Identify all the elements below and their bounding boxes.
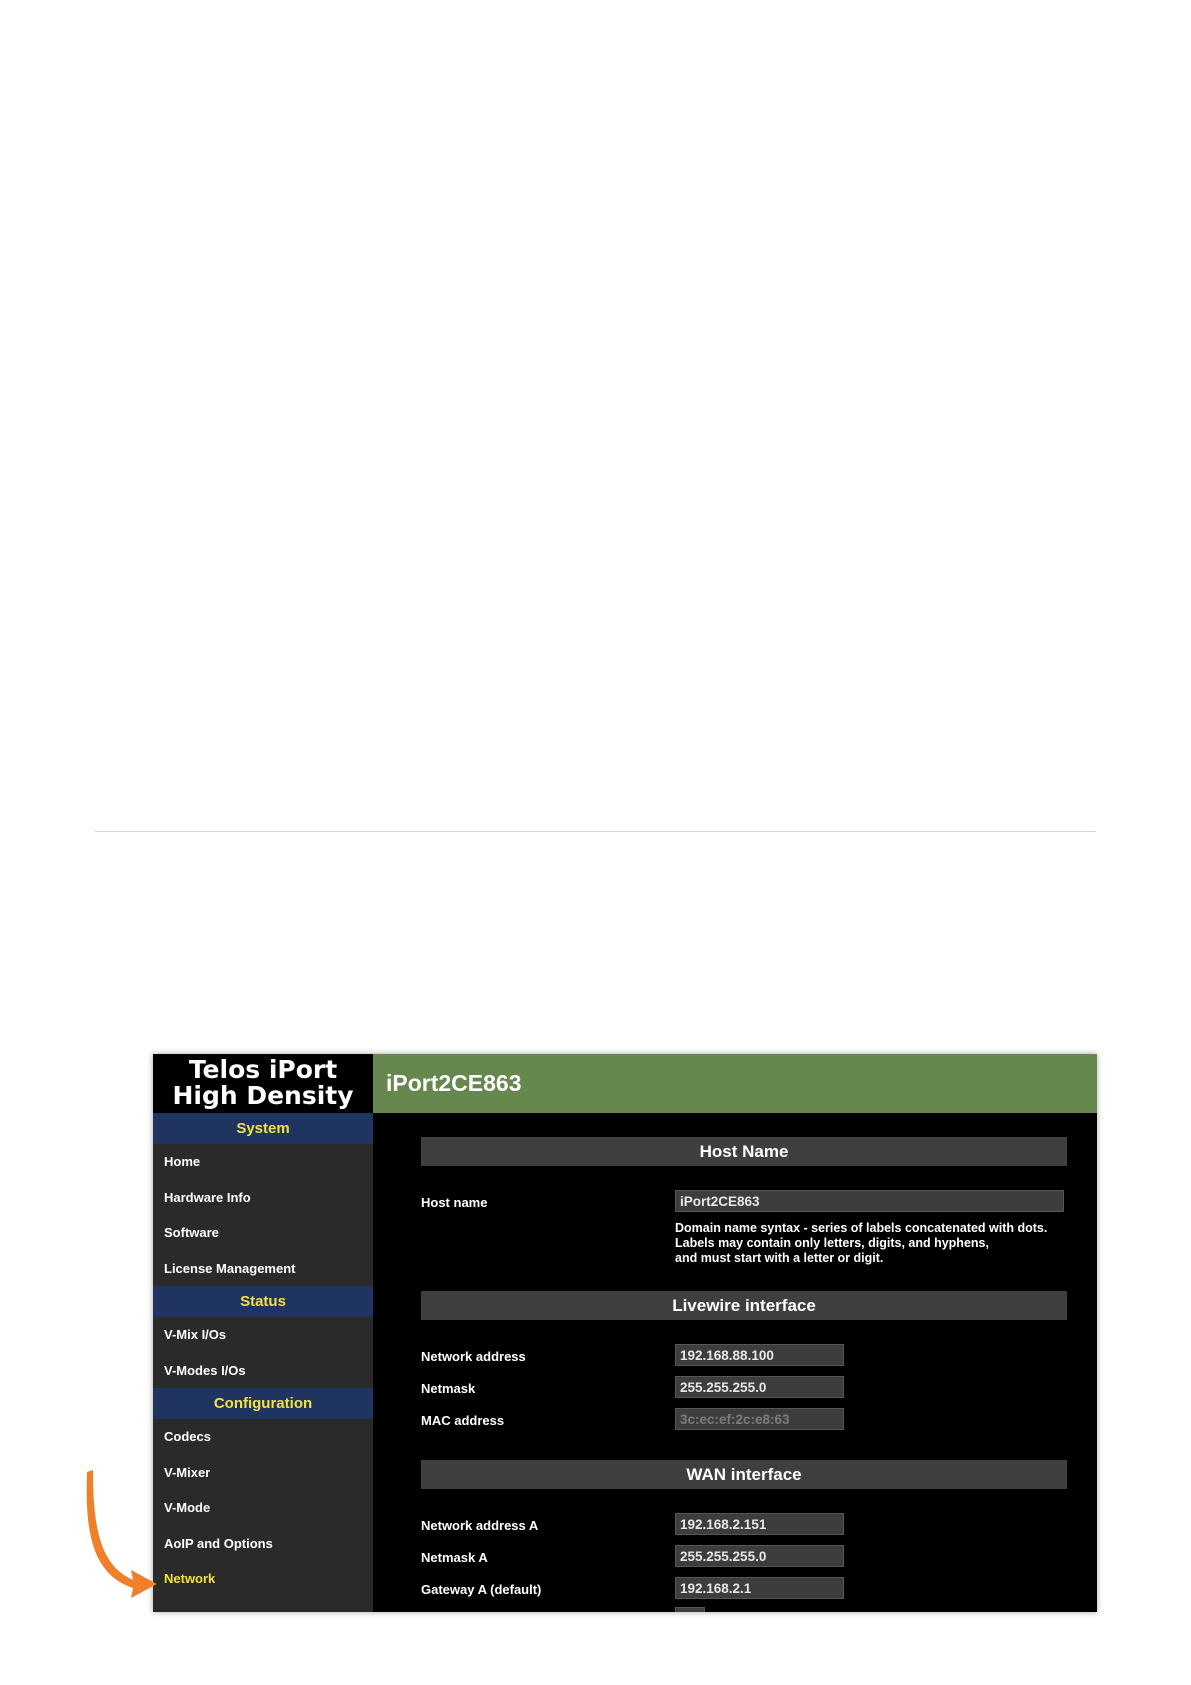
wan-gateway-label: Gateway A (default)	[421, 1582, 542, 1597]
logo-line-1: Telos iPort	[188, 1055, 338, 1084]
device-title: iPort2CE863	[373, 1054, 1097, 1113]
livewire-network-address-input[interactable]: 192.168.88.100	[675, 1344, 844, 1366]
help-line-3: and must start with a letter or digit.	[675, 1251, 884, 1265]
sidebar-item-codecs[interactable]: Codecs	[164, 1429, 211, 1444]
sidebar-item-v-mix-ios[interactable]: V-Mix I/Os	[164, 1327, 227, 1342]
wan-network-address-input[interactable]: 192.168.2.151	[675, 1513, 844, 1535]
help-line-1: Domain name syntax - series of labels concatenated with dots.	[675, 1221, 1048, 1235]
iport-web-ui-screenshot	[153, 1054, 1097, 1612]
wan-interface-header: WAN interface	[421, 1460, 1067, 1489]
host-name-label: Host name	[421, 1195, 488, 1210]
host-name-header: Host Name	[421, 1137, 1067, 1166]
network-settings-panel	[373, 1113, 1097, 1612]
sidebar-item-home[interactable]: Home	[164, 1154, 201, 1169]
sidebar-item-v-modes-ios[interactable]: V-Modes I/Os	[164, 1362, 246, 1378]
sidebar-section-configuration: Configuration	[153, 1388, 373, 1419]
sidebar-item-software[interactable]: Software	[164, 1225, 219, 1240]
help-line-2: Labels may contain only letters, digits, and hyphens,	[675, 1236, 989, 1250]
sidebar-item-hardware-info[interactable]: Hardware Info	[164, 1189, 251, 1205]
wan-network-address-label: Network address A	[421, 1518, 539, 1533]
page-divider	[95, 831, 1096, 832]
sidebar-item-v-mixer[interactable]: V-Mixer	[164, 1464, 211, 1480]
sidebar-section-system: System	[153, 1113, 373, 1144]
mac-address-label: MAC address	[421, 1413, 505, 1428]
sidebar-section-status: Status	[153, 1286, 373, 1317]
wan-gateway-input[interactable]: 192.168.2.1	[675, 1577, 844, 1599]
sidebar-item-v-mode[interactable]: V-Mode	[164, 1500, 211, 1515]
livewire-network-address-label: Network address	[421, 1349, 526, 1364]
livewire-interface-header: Livewire interface	[421, 1291, 1067, 1320]
logo-line-2: High Density	[172, 1081, 354, 1110]
sidebar-item-aoip-and-options[interactable]: AoIP and Options	[164, 1535, 273, 1551]
livewire-netmask-label: Netmask	[421, 1381, 476, 1396]
sidebar	[153, 1113, 373, 1612]
sidebar-item-network[interactable]: Network	[164, 1571, 216, 1586]
host-name-input[interactable]: iPort2CE863	[675, 1190, 1064, 1212]
pointer-arrow-icon	[85, 1470, 165, 1600]
wan-netmask-input[interactable]: 255.255.255.0	[675, 1545, 844, 1567]
partially-visible-field[interactable]	[675, 1607, 705, 1612]
mac-address-field: 3c:ec:ef:2c:e8:63	[675, 1408, 844, 1430]
telos-logo	[153, 1054, 373, 1113]
livewire-netmask-input[interactable]: 255.255.255.0	[675, 1376, 844, 1398]
sidebar-item-license-management[interactable]: License Management	[164, 1260, 296, 1276]
host-name-help	[675, 1221, 1047, 1266]
wan-netmask-label: Netmask A	[421, 1550, 488, 1565]
